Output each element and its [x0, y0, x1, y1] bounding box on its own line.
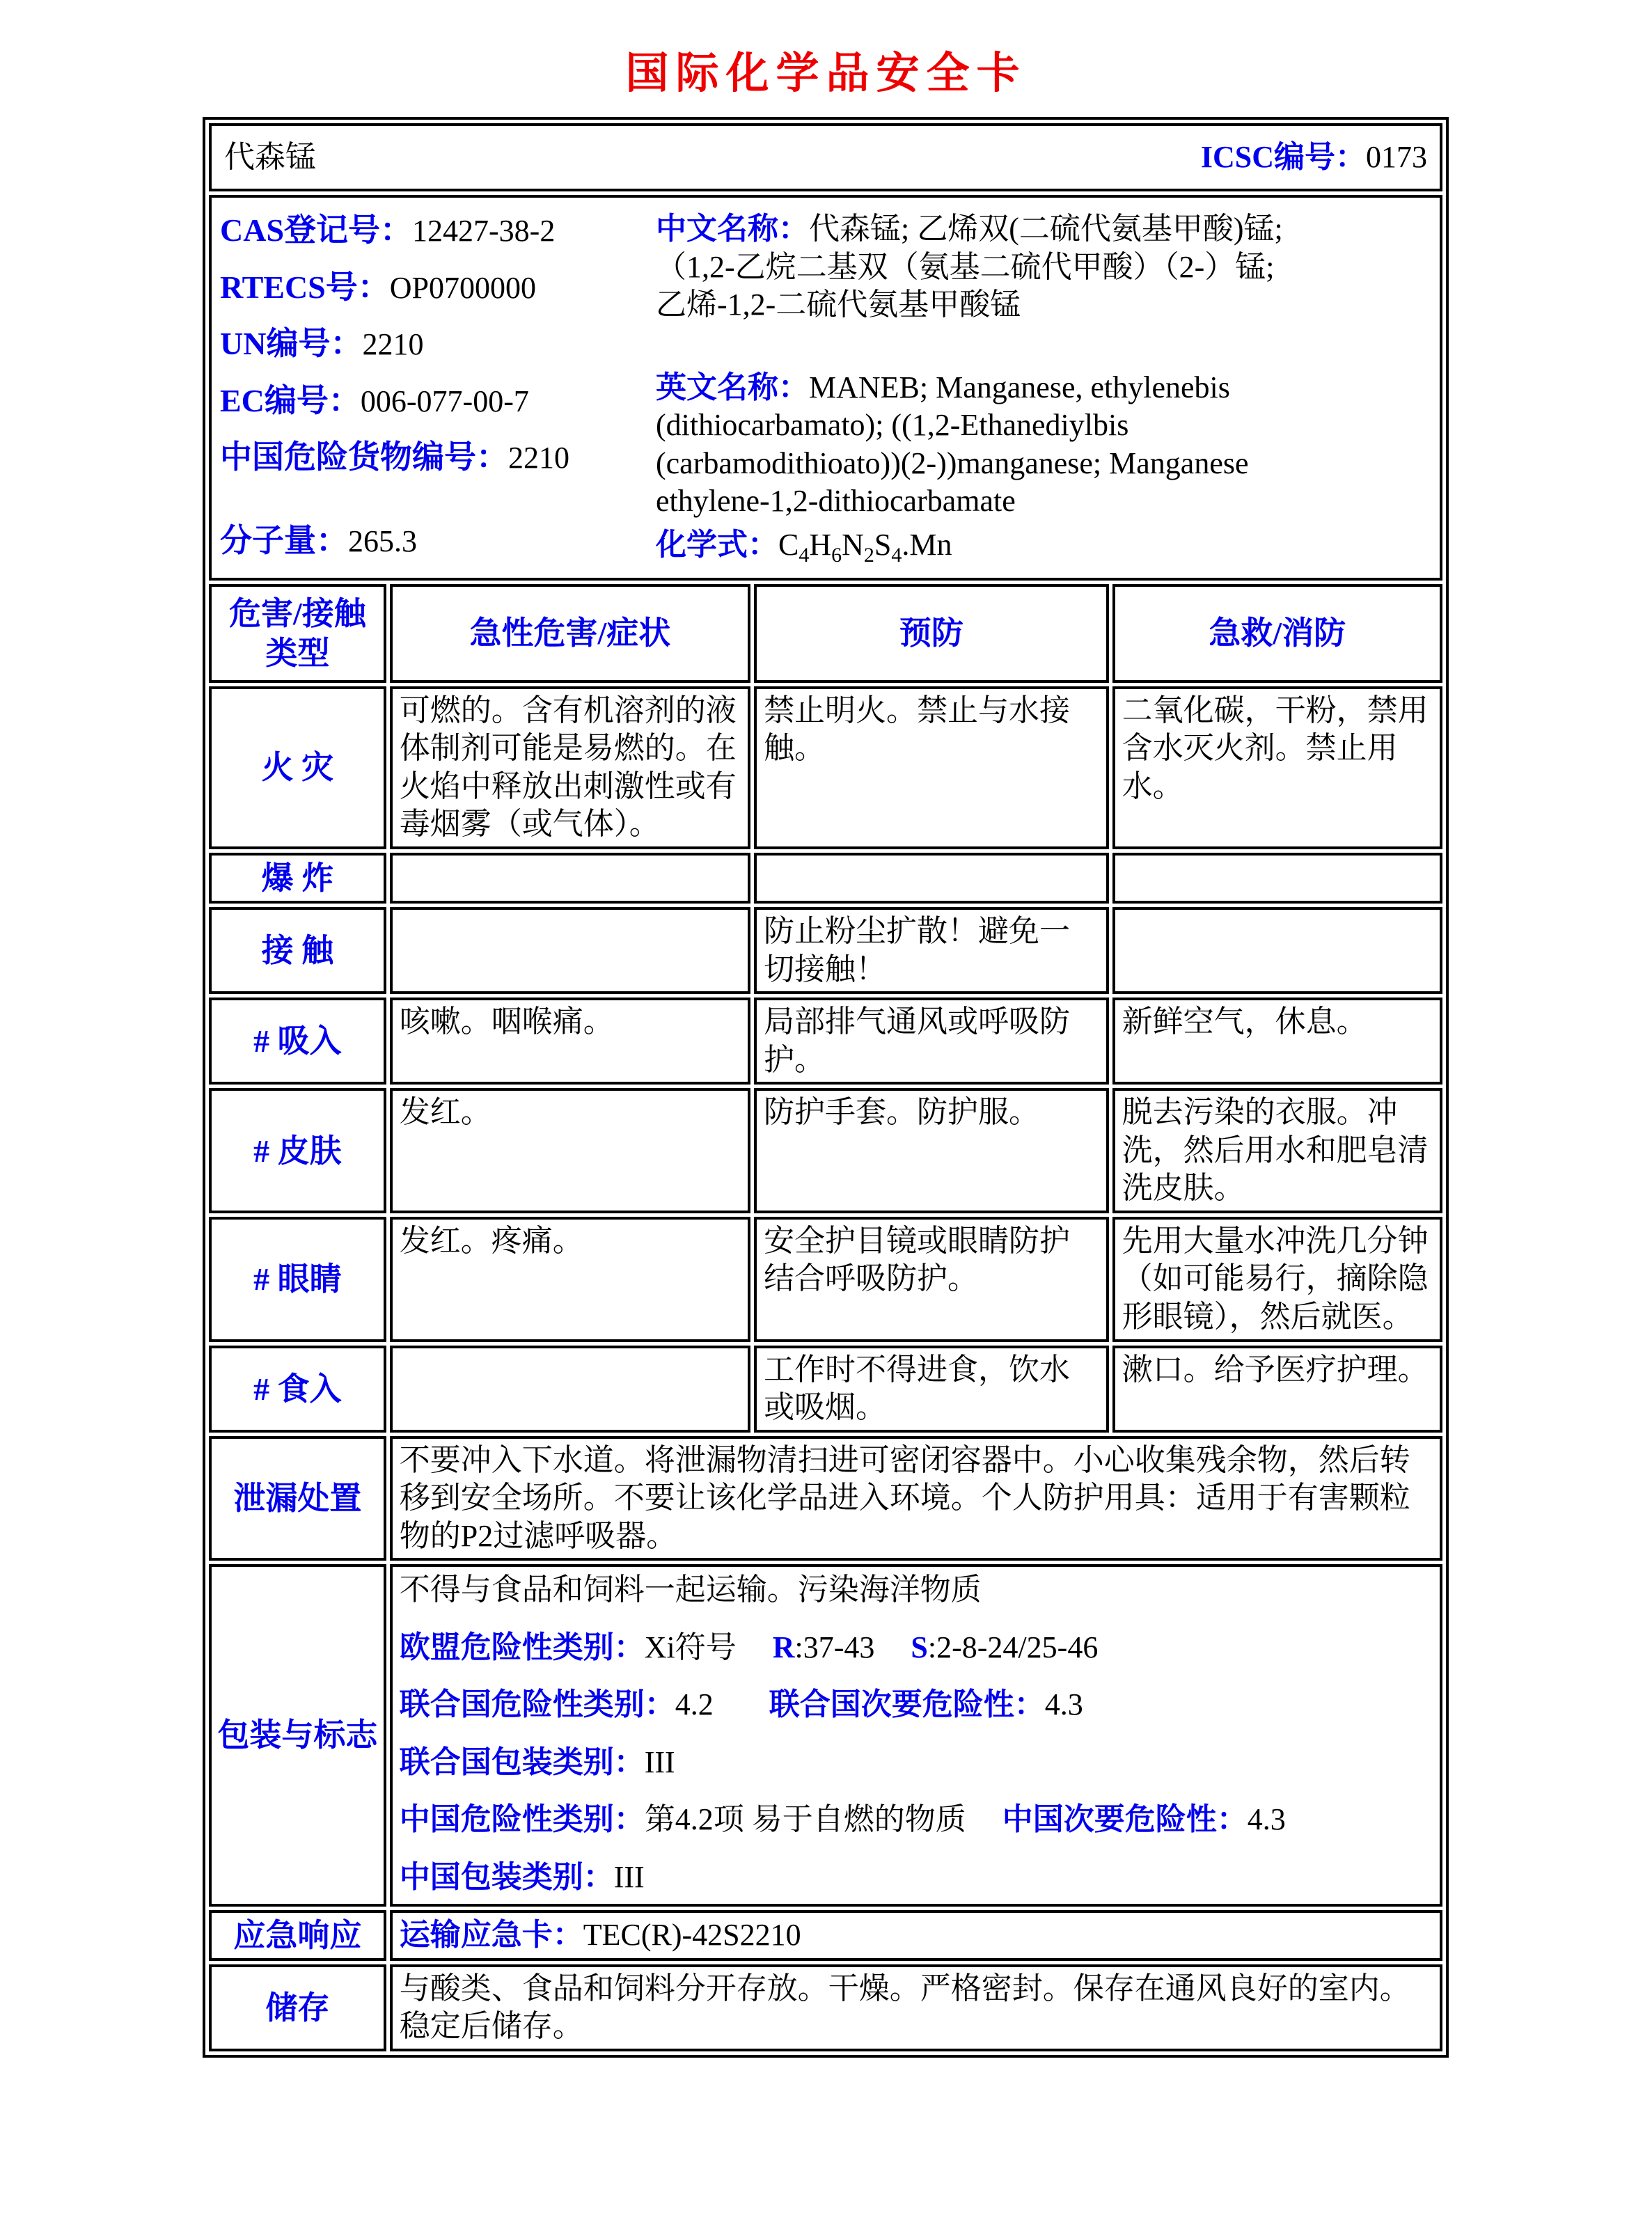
row-label-storage: 储存: [209, 1964, 386, 2051]
packaging-transport-note: 不得与食品和饲料一起运输。污染海洋物质: [399, 1572, 982, 1607]
english-name-line: MANEB; Manganese, ethylenebis: [809, 370, 1230, 404]
registry-numbers: [220, 210, 652, 568]
identification-row: [209, 195, 1442, 581]
ingestion-row: [209, 1346, 1442, 1433]
eyes-firstaid: 先用大量水冲洗几分钟（如可能易行，摘除隐形眼镜），然后就医。: [1112, 1217, 1442, 1342]
storage-text: 与酸类、食品和饲料分开存放。干燥。严格密封。保存在通风良好的室内。稳定后储存。: [390, 1964, 1442, 2051]
eu-hazard-class-value: Xi符号: [644, 1630, 737, 1664]
eu-r-phrases-label: R: [772, 1630, 795, 1664]
icsc-number-label: ICSC编号：: [1200, 139, 1366, 174]
un-hazard-class-value: 4.2: [675, 1687, 714, 1722]
explosion-prevention: [754, 853, 1109, 904]
row-label-inhalation: # 吸入: [209, 998, 386, 1085]
fire-firstaid: 二氧化碳，干粉，禁用含水灭火剂。禁止用水。: [1112, 686, 1442, 849]
fire-prevention: 禁止明火。禁止与水接触。: [754, 686, 1109, 849]
english-name-line: (carbamodithioato))(2-))manganese; Manganese: [656, 446, 1249, 480]
row-label-explosion: 爆 炸: [209, 853, 386, 904]
eyes-row: [209, 1217, 1442, 1342]
explosion-symptoms: [390, 853, 750, 904]
un-number-value: 2210: [362, 327, 424, 362]
eyes-prevention: 安全护目镜或眼睛防护结合呼吸防护。: [754, 1217, 1109, 1342]
chinese-name: [656, 210, 1431, 324]
inhalation-symptoms: 咳嗽。咽喉痛。: [390, 998, 750, 1085]
page-title: 国际化学品安全卡: [625, 50, 1027, 97]
english-name-line: ethylene-1,2-dithiocarbamate: [656, 484, 1016, 519]
inhalation-firstaid: 新鲜空气，休息。: [1112, 998, 1442, 1085]
un-packing-group-label: 联合国包装类别：: [399, 1744, 645, 1779]
chinese-name-label: 中文名称：: [656, 212, 809, 246]
china-packing-group-value: III: [613, 1859, 645, 1894]
header-acute-symptoms: 急性危害/症状: [390, 584, 750, 683]
cas-number: [220, 210, 652, 251]
skin-prevention: 防护手套。防护服。: [754, 1088, 1109, 1213]
identification-section: [219, 200, 1433, 575]
ingestion-firstaid: 漱口。给予医疗护理。: [1112, 1346, 1442, 1433]
contact-firstaid: [1112, 907, 1442, 994]
row-label-skin: # 皮肤: [209, 1088, 386, 1213]
spill-row: [209, 1436, 1442, 1561]
rtecs-number-value: OP0700000: [389, 270, 537, 305]
un-subsidiary-risk-label: 联合国次要危险性：: [769, 1687, 1045, 1722]
contact-symptoms: [390, 907, 750, 994]
english-name: [656, 369, 1431, 521]
inhalation-row: [209, 998, 1442, 1085]
chinese-name-line: （1,2-乙烷二基双（氨基二硫代甲酸）（2-）锰;: [656, 249, 1275, 284]
molecular-weight: [220, 521, 652, 561]
contact-prevention: 防止粉尘扩散！避免一切接触！: [754, 907, 1109, 994]
packaging-content: [390, 1564, 1442, 1906]
skin-row: [209, 1088, 1442, 1213]
fire-row: [209, 686, 1442, 849]
chinese-name-line: 代森锰; 乙烯双(二硫代氨基甲酸)锰;: [809, 212, 1283, 246]
hazard-header-row: [209, 584, 1442, 683]
chemical-formula-row: [656, 526, 1431, 568]
english-name-line: (dithiocarbamato); ((1,2-Ethanediylbis: [656, 408, 1129, 443]
cas-number-value: 12427-38-2: [412, 214, 556, 248]
china-dangerous-goods-number-value: 2210: [508, 441, 569, 475]
eyes-symptoms: 发红。疼痛。: [390, 1217, 750, 1342]
safety-card-table: [203, 117, 1449, 2058]
header-prevention: 预防: [754, 584, 1109, 683]
china-hazard-class: [400, 1801, 1433, 1839]
chemical-formula: $C_4H_6N_2S_4.Mn$: [778, 527, 952, 567]
eu-s-phrases-label: S: [911, 1630, 928, 1664]
contact-row: [209, 907, 1442, 994]
explosion-row: [209, 853, 1442, 904]
eu-r-phrases-value: :37-43: [794, 1630, 875, 1664]
ec-number-label: EC编号：: [220, 382, 361, 418]
un-hazard-class-label: 联合国危险性类别：: [399, 1687, 675, 1722]
china-subsidiary-risk-value: 4.3: [1247, 1802, 1286, 1837]
row-label-eyes: # 眼睛: [209, 1217, 386, 1342]
chemical-formula-label: 化学式：: [656, 527, 778, 562]
icsc-number-value: 0173: [1366, 139, 1427, 174]
spill-text: 不要冲入下水道。将泄漏物清扫进可密闭容器中。小心收集残余物，然后转移到安全场所。不要让该化学品进入环境。个人防护用具：适用于有害颗粒物的P2过滤呼吸器。: [390, 1436, 1442, 1561]
english-name-label: 英文名称：: [656, 370, 809, 404]
explosion-firstaid: [1112, 853, 1442, 904]
china-dangerous-goods-number-label: 中国危险货物编号：: [220, 439, 508, 475]
un-packing-group-value: III: [644, 1744, 675, 1779]
china-packing-group-label: 中国包装类别：: [399, 1859, 614, 1894]
transport-emergency-card-value: TEC(R)-42S2210: [583, 1917, 801, 1952]
ec-number-value: 006-077-00-7: [360, 384, 529, 418]
row-label-fire: 火 灾: [209, 686, 386, 849]
china-packing-group: [400, 1859, 1433, 1897]
un-hazard-class: [400, 1686, 1433, 1724]
row-label-packaging: 包装与标志: [209, 1564, 386, 1906]
un-number: [220, 324, 652, 364]
storage-row: [209, 1964, 1442, 2051]
china-subsidiary-risk-label: 中国次要危险性：: [1002, 1802, 1248, 1837]
chinese-name-line: 乙烯-1,2-二硫代氨基甲酸锰: [656, 287, 1021, 322]
row-label-ingestion: # 食入: [209, 1346, 386, 1433]
molecular-weight-value: 265.3: [348, 523, 417, 558]
china-hazard-class-value: 第4.2项 易于自燃的物质: [644, 1802, 966, 1837]
un-packing-group: [400, 1744, 1433, 1782]
transport-emergency-card-label: 运输应急卡：: [399, 1917, 583, 1952]
row-label-spill: 泄漏处置: [209, 1436, 386, 1561]
ec-number: [220, 381, 652, 421]
eu-hazard-class: [400, 1629, 1433, 1667]
name-row: [209, 123, 1442, 191]
emergency-content: [390, 1910, 1442, 1961]
inhalation-prevention: 局部排气通风或呼吸防护。: [754, 998, 1109, 1085]
cas-number-label: CAS登记号：: [220, 212, 413, 248]
molecular-weight-label: 分子量：: [220, 522, 348, 558]
icsc-number: [1201, 139, 1427, 177]
ingestion-symptoms: [390, 1346, 750, 1433]
eu-hazard-class-label: 欧盟危险性类别：: [399, 1630, 645, 1664]
un-subsidiary-risk-value: 4.3: [1044, 1687, 1083, 1722]
rtecs-number: [220, 267, 652, 308]
header-firstaid-firefighting: 急救/消防: [1112, 584, 1442, 683]
row-label-emergency: 应急响应: [209, 1910, 386, 1961]
emergency-response-row: [209, 1910, 1442, 1961]
skin-firstaid: 脱去污染的衣服。冲洗，然后用水和肥皂清洗皮肤。: [1112, 1088, 1442, 1213]
china-hazard-class-label: 中国危险性类别：: [399, 1802, 645, 1837]
header-hazard-type: 危害/接触 类型: [209, 584, 386, 683]
fire-symptoms: 可燃的。含有机溶剂的液体制剂可能是易燃的。在火焰中释放出刺激性或有毒烟雾（或气体）。: [390, 686, 750, 849]
row-label-contact: 接 触: [209, 907, 386, 994]
china-dangerous-goods-number: [220, 437, 652, 478]
name-bar: [219, 139, 1433, 177]
skin-symptoms: 发红。: [390, 1088, 750, 1213]
substance-name: 代森锰: [224, 139, 316, 174]
ingestion-prevention: 工作时不得进食，饮水或吸烟。: [754, 1346, 1109, 1433]
eu-s-phrases-value: :2-8-24/25-46: [927, 1630, 1099, 1664]
rtecs-number-label: RTECS号：: [220, 269, 390, 305]
chemical-names: [652, 210, 1431, 568]
packaging-row: [209, 1564, 1442, 1906]
un-number-label: UN编号：: [220, 326, 363, 362]
